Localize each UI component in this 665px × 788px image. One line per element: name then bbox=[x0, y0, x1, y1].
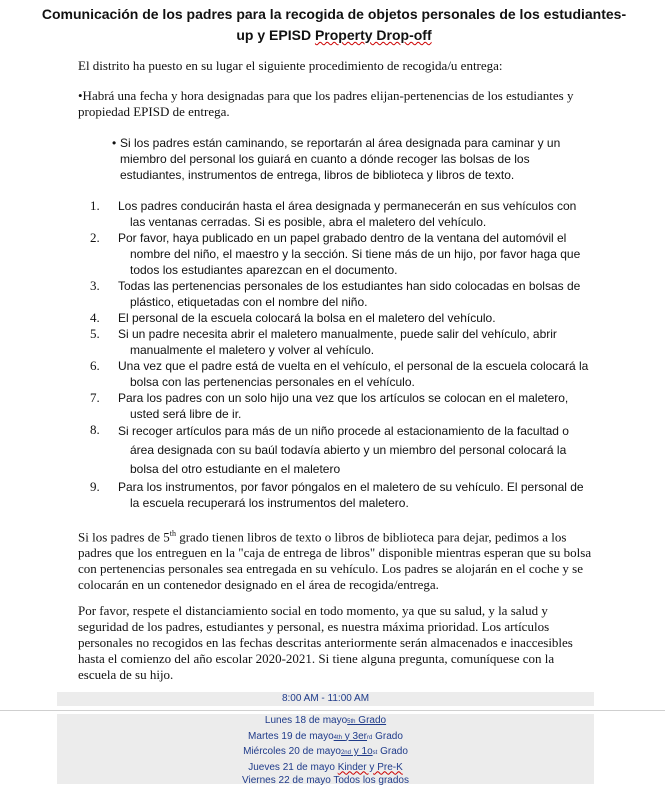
schedule-day bbox=[57, 774, 594, 788]
grade-label bbox=[347, 715, 386, 726]
list-item bbox=[78, 310, 592, 326]
day-label: Lunes 18 de mayo bbox=[264, 715, 348, 726]
step-text: Si un padre necesita abrir el maletero manualmente, puede salir del vehículo, abrir manualmente el maletero y volver al vehículo. bbox=[118, 327, 557, 357]
page-divider bbox=[0, 710, 665, 711]
ordinal-sub: st bbox=[372, 750, 378, 756]
step-number: 3. bbox=[90, 278, 100, 293]
step-text: Todas las pertenencias personales de los estudiantes han sido colocadas en bolsas de plástico, etiquetadas con el nombre del niño. bbox=[118, 279, 581, 309]
grade-text: y 3er bbox=[342, 730, 368, 742]
page-title bbox=[40, 4, 628, 46]
list-item bbox=[78, 358, 592, 390]
list-item bbox=[78, 198, 592, 230]
schedule-day bbox=[57, 714, 594, 730]
step-text: Si recoger artículos para más de un niño procede al estacionamiento de la facultad o área designada con su baúl todavía abierto y un miembro del personal colocará la bolsa del otro estudiante en el maletero bbox=[118, 424, 569, 476]
schedule-days bbox=[57, 714, 594, 788]
list-item bbox=[78, 479, 592, 511]
step-text: Una vez que el padre está de vuelta en el vehículo, el personal de la escuela colocará la bolsa con las pertenencias personales en el vehículo. bbox=[118, 359, 589, 389]
grade-text: Grado bbox=[355, 715, 387, 726]
ordinal-sub: rd bbox=[367, 734, 373, 741]
grade-text: y 1o bbox=[350, 746, 373, 757]
step-text: Para los padres con un solo hijo una vez que los artículos se colocan en el maletero, usted será libre de ir. bbox=[118, 391, 569, 421]
grade-text: Grado bbox=[377, 746, 408, 757]
title-main: Comunicación de los padres para la recogida de objetos personales de los estudiantes-up y EPISD bbox=[41, 6, 627, 43]
list-item bbox=[78, 422, 592, 479]
day-label: Viernes 22 de mayo Todos los grados bbox=[242, 775, 409, 786]
list-item bbox=[78, 278, 592, 310]
schedule-time: 8:00 AM - 11:00 AM bbox=[281, 693, 370, 704]
ordinal-sup: th bbox=[169, 529, 176, 538]
step-text: Para los instrumentos, por favor póngalos en el maletero de su vehículo. El personal de la escuela recuperará los instrumentos del maletero. bbox=[118, 480, 584, 510]
walking-bullet bbox=[112, 135, 582, 183]
ordinal-sub: 5th bbox=[347, 719, 356, 725]
walking-bullet-text: Si los padres están caminando, se reportarán al área designada para caminar y un miembro del personal los guiará en cuanto a dónde recoger las bolsas de los estudiantes, instrumentos de entrega, libros de biblioteca y libros de texto. bbox=[120, 136, 561, 182]
title-property-dropoff: Property Drop-off bbox=[314, 27, 432, 43]
step-number: 5. bbox=[90, 326, 100, 341]
step-text: Los padres conducirán hasta el área designada y permanecerán en sus vehículos con las ventanas cerradas. Si es posible, abra el maletero del vehículo. bbox=[118, 199, 577, 229]
grade-label bbox=[334, 731, 367, 742]
step-text: El personal de la escuela colocará la bolsa en el maletero del vehículo. bbox=[118, 311, 496, 325]
day-label: Jueves 21 de mayo bbox=[248, 761, 338, 773]
step-number: 6. bbox=[90, 358, 100, 373]
books-text-rest: grado tienen libros de texto o libros de biblioteca para dejar, pedimos a los padres que los entreguen en la "caja de entrega de libros" disponible mientras esperan que su bolsa con pertenencias personales sea entregada en su vehículo. Los padres se alojarán en el coche y se colocarán en un contenedor designado en el área de recogida/entrega. bbox=[78, 529, 592, 593]
grade-text: Kinder y Pre-K bbox=[337, 761, 403, 773]
steps-list bbox=[78, 198, 592, 511]
schedule-day bbox=[57, 761, 594, 775]
step-number: 8. bbox=[90, 422, 100, 437]
books-text-start: Si los padres de 5 bbox=[78, 529, 170, 545]
step-number: 9. bbox=[90, 479, 100, 494]
step-number: 1. bbox=[90, 198, 100, 213]
books-paragraph bbox=[78, 526, 592, 593]
ordinal-sub: 2nd bbox=[340, 750, 351, 756]
schedule-day bbox=[57, 730, 594, 746]
distancing-paragraph: Por favor, respete el distanciamiento social en todo momento, ya que su salud, y la salud y seguridad de los padres, estudiantes y personal, es nuestra máxima prioridad. Los artículos personales no recogidos en las fechas descritas anteriormente serán almacenados e inaccesibles hasta el comienzo del año escolar 2020-2021. Si tiene alguna pregunta, comuníquese con la escuela de su hijo. bbox=[78, 603, 573, 682]
list-item bbox=[78, 230, 592, 278]
grade-text: Grado bbox=[372, 730, 403, 742]
step-text: Por favor, haya publicado en un papel grabado dentro de la ventana del automóvil el nombre del niño, el maestro y la sección. Si tiene más de un hijo, por favor haga que todos los estudiantes aparezcan en el documento. bbox=[118, 231, 581, 277]
grade-label bbox=[341, 746, 373, 757]
step-number: 7. bbox=[90, 390, 100, 405]
step-number: 2. bbox=[90, 230, 100, 245]
bullet-icon: • bbox=[112, 136, 117, 150]
schedule-day bbox=[57, 745, 594, 761]
list-item bbox=[78, 326, 592, 358]
dates-note-paragraph: •Habrá una fecha y hora designadas para que los padres elijan-pertenencias de los estudiantes y propiedad EPISD de entrega. bbox=[78, 88, 574, 119]
day-label: Martes 19 de mayo bbox=[248, 730, 334, 742]
list-item bbox=[78, 390, 592, 422]
ordinal-sub: 4th bbox=[333, 734, 342, 741]
step-number: 4. bbox=[90, 310, 100, 325]
day-label: Miércoles 20 de mayo bbox=[243, 746, 341, 757]
intro-paragraph: El distrito ha puesto en su lugar el siguiente procedimiento de recogida/u entrega: bbox=[78, 58, 503, 73]
